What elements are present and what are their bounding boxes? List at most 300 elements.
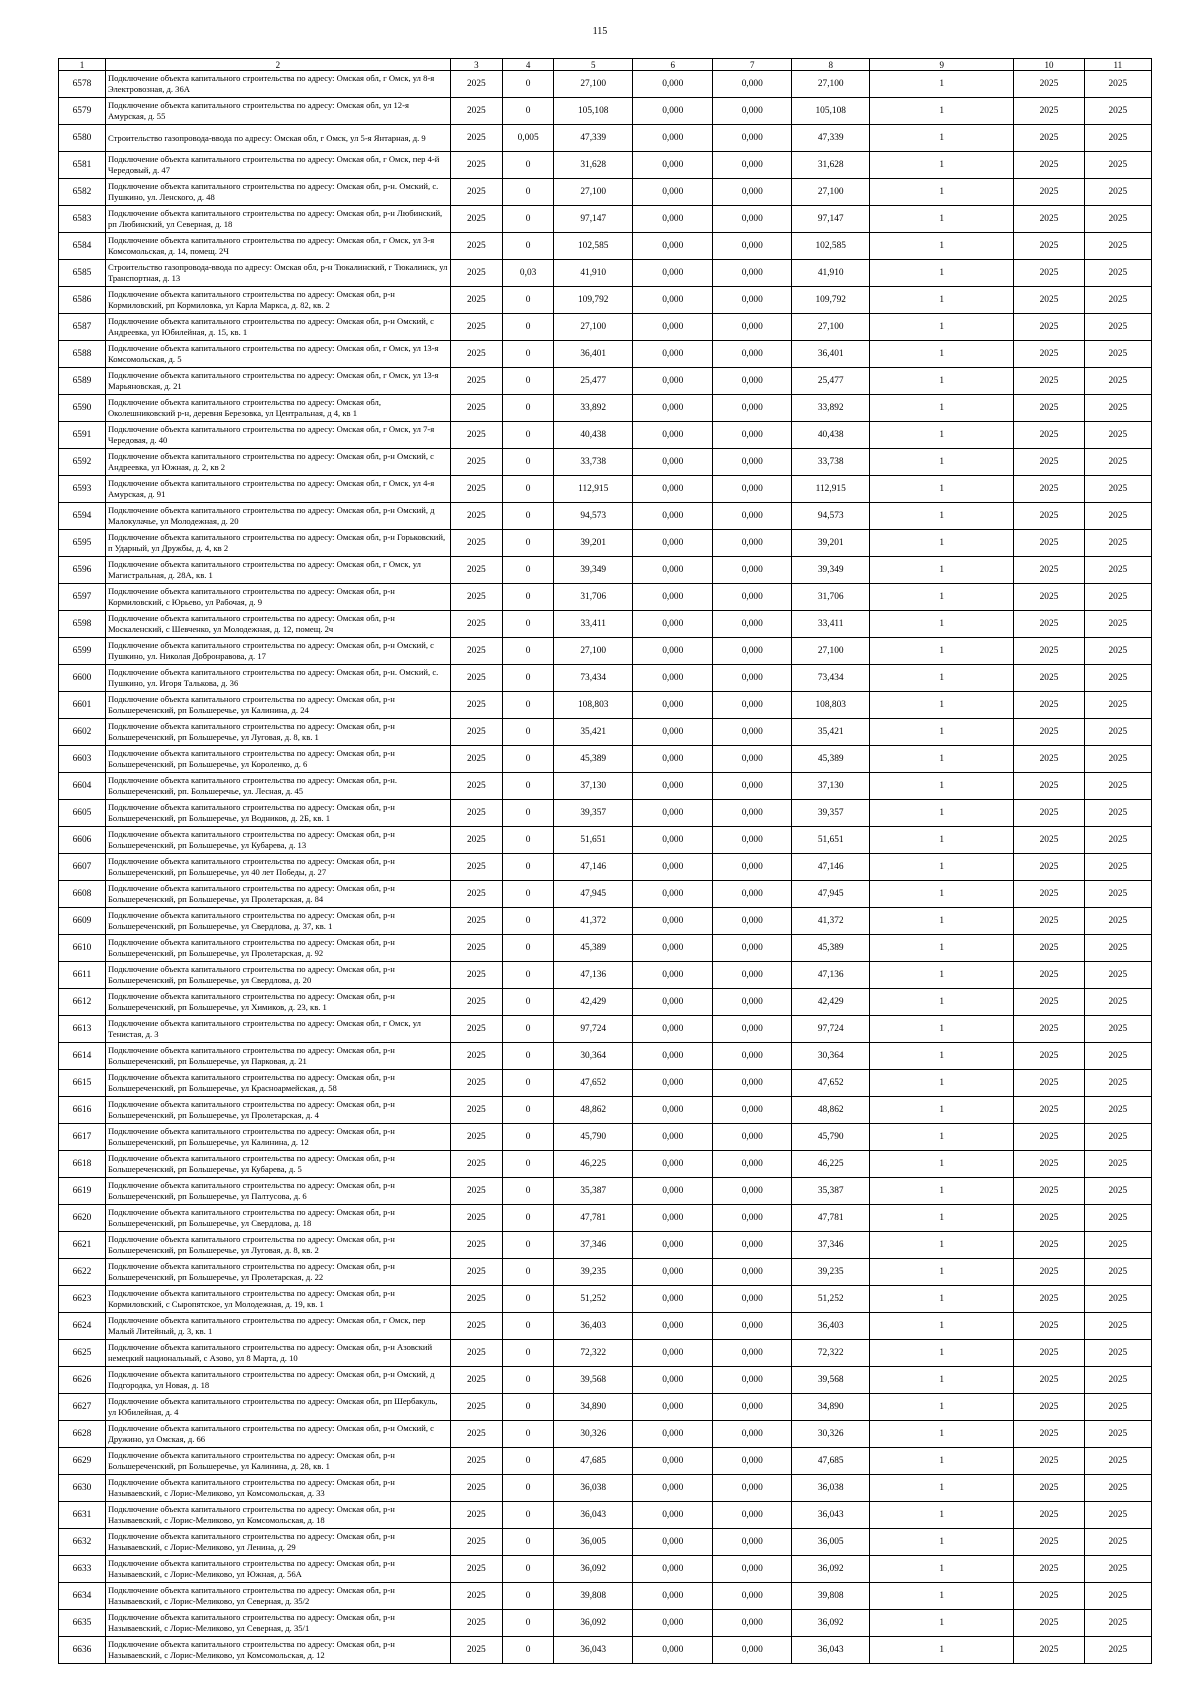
- table-cell: 41,372: [554, 908, 633, 935]
- table-cell: 2025: [1084, 962, 1151, 989]
- table-cell: 2025: [450, 989, 502, 1016]
- table-cell: 0: [503, 1232, 554, 1259]
- table-cell: 2025: [1014, 1583, 1084, 1610]
- table-cell: 47,685: [554, 1448, 633, 1475]
- table-cell: 0: [503, 908, 554, 935]
- table-cell: 2025: [1014, 1286, 1084, 1313]
- row-number-cell: 6593: [59, 476, 106, 503]
- table-cell: 2025: [450, 395, 502, 422]
- table-cell: 1: [870, 1286, 1014, 1313]
- table-cell: 2025: [1014, 314, 1084, 341]
- table-cell: 0,000: [713, 989, 792, 1016]
- table-cell: 37,130: [554, 773, 633, 800]
- table-cell: 94,573: [792, 503, 870, 530]
- row-number-cell: 6615: [59, 1070, 106, 1097]
- table-cell: 39,349: [792, 557, 870, 584]
- table-cell: 0,000: [633, 206, 713, 233]
- table-cell: 2025: [1084, 152, 1151, 179]
- table-cell: 1: [870, 1097, 1014, 1124]
- object-name-cell: Подключение объекта капитального строительства по адресу: Омская обл, р-н Большереченский, рп Большеречье, ул Луговая, д. 8, кв. 2: [105, 1232, 450, 1259]
- object-name-cell: Подключение объекта капитального строительства по адресу: Омская обл, р-н Называевский, с Лорис-Меликово, ул Южная, д. 56А: [105, 1556, 450, 1583]
- table-cell: 36,038: [792, 1475, 870, 1502]
- table-cell: 0: [503, 395, 554, 422]
- row-number-cell: 6624: [59, 1313, 106, 1340]
- row-number-cell: 6581: [59, 152, 106, 179]
- table-row: [59, 989, 1152, 1016]
- table-cell: 0,005: [503, 125, 554, 152]
- table-cell: 1: [870, 908, 1014, 935]
- table-cell: 0,000: [713, 800, 792, 827]
- table-cell: 73,434: [554, 665, 633, 692]
- table-cell: 0,000: [633, 1016, 713, 1043]
- table-cell: 2025: [1084, 989, 1151, 1016]
- table-cell: 1: [870, 1367, 1014, 1394]
- table-cell: 47,945: [792, 881, 870, 908]
- table-cell: 45,790: [554, 1124, 633, 1151]
- table-cell: 2025: [450, 1637, 502, 1664]
- table-cell: 2025: [450, 1259, 502, 1286]
- row-number-cell: 6601: [59, 692, 106, 719]
- table-cell: 0,000: [633, 800, 713, 827]
- table-cell: 0,000: [713, 287, 792, 314]
- table-cell: 0,000: [633, 611, 713, 638]
- table-cell: 97,724: [554, 1016, 633, 1043]
- table-cell: 46,225: [792, 1151, 870, 1178]
- table-cell: 0,000: [713, 1394, 792, 1421]
- table-cell: 0: [503, 233, 554, 260]
- table-cell: 2025: [450, 1448, 502, 1475]
- table-cell: 0: [503, 341, 554, 368]
- table-cell: 1: [870, 1043, 1014, 1070]
- row-number-cell: 6626: [59, 1367, 106, 1394]
- table-cell: 1: [870, 260, 1014, 287]
- table-cell: 2025: [1084, 1448, 1151, 1475]
- row-number-cell: 6610: [59, 935, 106, 962]
- table-cell: 2025: [1084, 1637, 1151, 1664]
- table-cell: 1: [870, 1178, 1014, 1205]
- row-number-cell: 6612: [59, 989, 106, 1016]
- table-cell: 0,000: [713, 368, 792, 395]
- table-cell: 0: [503, 1610, 554, 1637]
- table-cell: 47,136: [792, 962, 870, 989]
- table-cell: 2025: [1014, 1637, 1084, 1664]
- table-cell: 2025: [1014, 1367, 1084, 1394]
- table-cell: 2025: [1014, 260, 1084, 287]
- table-row: [59, 1421, 1152, 1448]
- table-cell: 2025: [1014, 1502, 1084, 1529]
- column-header: 9: [870, 59, 1014, 71]
- column-header: 1: [59, 59, 106, 71]
- table-cell: 0: [503, 1070, 554, 1097]
- table-cell: 0,000: [633, 908, 713, 935]
- table-cell: 1: [870, 503, 1014, 530]
- row-number-cell: 6607: [59, 854, 106, 881]
- table-cell: 0,000: [633, 881, 713, 908]
- table-row: [59, 395, 1152, 422]
- table-row: [59, 1529, 1152, 1556]
- table-cell: 0,000: [713, 665, 792, 692]
- table-cell: 42,429: [554, 989, 633, 1016]
- table-cell: 1: [870, 287, 1014, 314]
- table-cell: 2025: [1084, 1502, 1151, 1529]
- row-number-cell: 6602: [59, 719, 106, 746]
- table-cell: 2025: [1084, 476, 1151, 503]
- table-row: [59, 1637, 1152, 1664]
- table-cell: 0,000: [633, 1070, 713, 1097]
- table-row: [59, 1556, 1152, 1583]
- row-number-cell: 6632: [59, 1529, 106, 1556]
- table-cell: 1: [870, 1583, 1014, 1610]
- table-cell: 0: [503, 1205, 554, 1232]
- table-cell: 37,346: [792, 1232, 870, 1259]
- table-cell: 0,000: [633, 314, 713, 341]
- object-name-cell: Подключение объекта капитального строительства по адресу: Омская обл, р-н Большереченский, рп Большеречье, ул Пролетарская, д. 22: [105, 1259, 450, 1286]
- table-cell: 2025: [1084, 1529, 1151, 1556]
- table-row: [59, 773, 1152, 800]
- table-cell: 2025: [450, 854, 502, 881]
- object-name-cell: Строительство газопровода-ввода по адресу: Омская обл, г Омск, ул 5-я Янтарная, д. 9: [105, 125, 450, 152]
- table-cell: 2025: [1084, 1394, 1151, 1421]
- table-cell: 25,477: [792, 368, 870, 395]
- table-cell: 0,000: [713, 1016, 792, 1043]
- table-cell: 0,000: [633, 1502, 713, 1529]
- object-name-cell: Подключение объекта капитального строительства по адресу: Омская обл, р-н Азовский немецкий национальный, с Азово, ул 8 Марта, д. 10: [105, 1340, 450, 1367]
- table-row: [59, 152, 1152, 179]
- table-cell: 0,000: [633, 341, 713, 368]
- table-cell: 1: [870, 557, 1014, 584]
- row-number-cell: 6625: [59, 1340, 106, 1367]
- table-cell: 2025: [450, 1286, 502, 1313]
- table-cell: 42,429: [792, 989, 870, 1016]
- table-cell: 2025: [1084, 530, 1151, 557]
- table-cell: 0,000: [633, 1043, 713, 1070]
- object-name-cell: Подключение объекта капитального строительства по адресу: Омская обл, р-н Омский, д Подгородка, ул Новая, д. 18: [105, 1367, 450, 1394]
- table-cell: 1: [870, 584, 1014, 611]
- table-cell: 40,438: [792, 422, 870, 449]
- table-cell: 36,043: [792, 1637, 870, 1664]
- table-cell: 1: [870, 827, 1014, 854]
- table-cell: 36,043: [554, 1502, 633, 1529]
- table-cell: 0: [503, 1151, 554, 1178]
- table-cell: 27,100: [792, 314, 870, 341]
- table-cell: 2025: [1084, 179, 1151, 206]
- row-number-cell: 6609: [59, 908, 106, 935]
- table-cell: 2025: [1084, 1178, 1151, 1205]
- row-number-cell: 6613: [59, 1016, 106, 1043]
- row-number-cell: 6605: [59, 800, 106, 827]
- table-cell: 2025: [450, 233, 502, 260]
- table-cell: 2025: [450, 368, 502, 395]
- table-cell: 0: [503, 1286, 554, 1313]
- table-cell: 2025: [1014, 665, 1084, 692]
- table-cell: 30,326: [792, 1421, 870, 1448]
- table-cell: 0,000: [633, 935, 713, 962]
- table-cell: 47,945: [554, 881, 633, 908]
- table-cell: 2025: [450, 1232, 502, 1259]
- object-name-cell: Подключение объекта капитального строительства по адресу: Омская обл, г Омск, ул 4-я Амурская, д. 91: [105, 476, 450, 503]
- table-cell: 2025: [1084, 854, 1151, 881]
- row-number-cell: 6633: [59, 1556, 106, 1583]
- table-cell: 0,000: [633, 125, 713, 152]
- table-cell: 0,000: [713, 1313, 792, 1340]
- table-cell: 2025: [1084, 368, 1151, 395]
- object-name-cell: Подключение объекта капитального строительства по адресу: Омская обл, р-н Большереченский, рп Большеречье, ул Свердлова, д. 37, кв. 1: [105, 908, 450, 935]
- row-number-cell: 6617: [59, 1124, 106, 1151]
- table-cell: 0,000: [713, 1259, 792, 1286]
- table-row: [59, 71, 1152, 98]
- table-cell: 2025: [1084, 395, 1151, 422]
- table-cell: 1: [870, 665, 1014, 692]
- object-name-cell: Подключение объекта капитального строительства по адресу: Омская обл, р-н Большереченский, рп Большеречье, ул Свердлова, д. 20: [105, 962, 450, 989]
- table-cell: 1: [870, 1205, 1014, 1232]
- row-number-cell: 6592: [59, 449, 106, 476]
- table-cell: 0,000: [633, 1205, 713, 1232]
- table-cell: 2025: [1084, 692, 1151, 719]
- object-name-cell: Подключение объекта капитального строительства по адресу: Омская обл, г Омск, ул 8-я Электровозная, д. 36А: [105, 71, 450, 98]
- table-cell: 0,000: [633, 989, 713, 1016]
- table-row: [59, 692, 1152, 719]
- table-cell: 2025: [1014, 287, 1084, 314]
- table-row: [59, 287, 1152, 314]
- table-cell: 0,000: [713, 1205, 792, 1232]
- table-cell: 0,000: [713, 1286, 792, 1313]
- table-row: [59, 341, 1152, 368]
- table-cell: 2025: [450, 1556, 502, 1583]
- table-cell: 39,568: [792, 1367, 870, 1394]
- row-number-cell: 6631: [59, 1502, 106, 1529]
- table-cell: 2025: [1014, 638, 1084, 665]
- table-row: [59, 827, 1152, 854]
- table-cell: 2025: [450, 1610, 502, 1637]
- table-cell: 2025: [1084, 881, 1151, 908]
- row-number-cell: 6629: [59, 1448, 106, 1475]
- table-row: [59, 1340, 1152, 1367]
- table-cell: 0,000: [633, 746, 713, 773]
- row-number-cell: 6587: [59, 314, 106, 341]
- table-cell: 1: [870, 314, 1014, 341]
- table-cell: 2025: [450, 827, 502, 854]
- table-cell: 47,339: [554, 125, 633, 152]
- table-cell: 2025: [450, 611, 502, 638]
- table-cell: 2025: [1084, 935, 1151, 962]
- table-cell: 0: [503, 1637, 554, 1664]
- table-cell: 2025: [1084, 746, 1151, 773]
- table-cell: 2025: [1084, 1151, 1151, 1178]
- table-cell: 1: [870, 1394, 1014, 1421]
- table-cell: 1: [870, 71, 1014, 98]
- table-cell: 0,000: [633, 503, 713, 530]
- table-cell: 34,890: [554, 1394, 633, 1421]
- table-row: [59, 719, 1152, 746]
- table-cell: 36,005: [554, 1529, 633, 1556]
- table-cell: 0: [503, 1043, 554, 1070]
- table-cell: 105,108: [792, 98, 870, 125]
- table-cell: 37,130: [792, 773, 870, 800]
- object-name-cell: Подключение объекта капитального строительства по адресу: Омская обл, р-н Горьковский, п Ударный, ул Дружбы, д. 4, кв 2: [105, 530, 450, 557]
- table-cell: 2025: [450, 638, 502, 665]
- table-cell: 0,000: [633, 638, 713, 665]
- table-cell: 36,005: [792, 1529, 870, 1556]
- table-cell: 0: [503, 1448, 554, 1475]
- table-cell: 2025: [1014, 449, 1084, 476]
- table-row: [59, 125, 1152, 152]
- table-cell: 2025: [1084, 1232, 1151, 1259]
- table-row: [59, 530, 1152, 557]
- table-cell: 0: [503, 503, 554, 530]
- table-cell: 2025: [1084, 1097, 1151, 1124]
- table-cell: 0: [503, 152, 554, 179]
- table-cell: 1: [870, 773, 1014, 800]
- table-cell: 31,706: [554, 584, 633, 611]
- object-name-cell: Подключение объекта капитального строительства по адресу: Омская обл, р-н Называевский, с Лорис-Меликово, ул Северная, д. 35/1: [105, 1610, 450, 1637]
- table-row: [59, 854, 1152, 881]
- table-cell: 2025: [1014, 557, 1084, 584]
- table-row: [59, 1178, 1152, 1205]
- table-cell: 2025: [450, 287, 502, 314]
- table-cell: 2025: [1014, 584, 1084, 611]
- row-number-cell: 6580: [59, 125, 106, 152]
- data-table: [58, 58, 1152, 1664]
- row-number-cell: 6598: [59, 611, 106, 638]
- table-cell: 1: [870, 368, 1014, 395]
- row-number-cell: 6616: [59, 1097, 106, 1124]
- row-number-cell: 6579: [59, 98, 106, 125]
- table-cell: 2025: [450, 935, 502, 962]
- table-cell: 31,628: [792, 152, 870, 179]
- table-row: [59, 1151, 1152, 1178]
- table-cell: 0: [503, 314, 554, 341]
- table-cell: 2025: [1014, 908, 1084, 935]
- table-cell: 1: [870, 341, 1014, 368]
- table-cell: 2025: [1014, 206, 1084, 233]
- object-name-cell: Подключение объекта капитального строительства по адресу: Омская обл, р-н Омский, с Дружино, ул Омская, д. 66: [105, 1421, 450, 1448]
- object-name-cell: Подключение объекта капитального строительства по адресу: Омская обл, р-н Большереченский, рп Большеречье, ул Короленко, д. 6: [105, 746, 450, 773]
- object-name-cell: Подключение объекта капитального строительства по адресу: Омская обл, р-н Называевский, с Лорис-Меликово, ул Комсомольская, д. 12: [105, 1637, 450, 1664]
- table-cell: 33,738: [554, 449, 633, 476]
- table-cell: 36,038: [554, 1475, 633, 1502]
- table-cell: 0: [503, 584, 554, 611]
- row-number-cell: 6628: [59, 1421, 106, 1448]
- table-cell: 0,000: [713, 260, 792, 287]
- table-cell: 2025: [450, 341, 502, 368]
- table-cell: 1: [870, 1259, 1014, 1286]
- table-cell: 0,000: [633, 260, 713, 287]
- row-number-cell: 6608: [59, 881, 106, 908]
- table-cell: 36,403: [554, 1313, 633, 1340]
- table-cell: 0,000: [713, 179, 792, 206]
- table-cell: 0,000: [633, 1259, 713, 1286]
- table-cell: 0,000: [713, 611, 792, 638]
- table-cell: 0,000: [633, 1340, 713, 1367]
- table-row: [59, 1475, 1152, 1502]
- object-name-cell: Подключение объекта капитального строительства по адресу: Омская обл, р-н Омский, с Пушкино, ул. Николая Добронравова, д. 17: [105, 638, 450, 665]
- table-cell: 2025: [1014, 1421, 1084, 1448]
- table-cell: 2025: [1014, 395, 1084, 422]
- table-cell: 94,573: [554, 503, 633, 530]
- table-cell: 0,000: [713, 341, 792, 368]
- row-number-cell: 6621: [59, 1232, 106, 1259]
- table-cell: 1: [870, 1151, 1014, 1178]
- table-cell: 2025: [450, 1583, 502, 1610]
- table-cell: 2025: [1014, 1205, 1084, 1232]
- table-cell: 0,000: [713, 719, 792, 746]
- table-cell: 48,862: [554, 1097, 633, 1124]
- table-cell: 0,000: [633, 827, 713, 854]
- table-cell: 47,146: [554, 854, 633, 881]
- table-cell: 0,000: [713, 1340, 792, 1367]
- table-cell: 2025: [450, 206, 502, 233]
- table-cell: 37,346: [554, 1232, 633, 1259]
- table-cell: 36,401: [792, 341, 870, 368]
- object-name-cell: Подключение объекта капитального строительства по адресу: Омская обл, г Омск, ул Тенистая, д. 3: [105, 1016, 450, 1043]
- table-cell: 1: [870, 152, 1014, 179]
- table-cell: 2025: [450, 530, 502, 557]
- table-row: [59, 611, 1152, 638]
- row-number-cell: 6618: [59, 1151, 106, 1178]
- table-cell: 73,434: [792, 665, 870, 692]
- table-cell: 1: [870, 719, 1014, 746]
- table-row: [59, 1124, 1152, 1151]
- table-cell: 33,892: [554, 395, 633, 422]
- table-cell: 0,000: [633, 1178, 713, 1205]
- object-name-cell: Подключение объекта капитального строительства по адресу: Омская обл, г Омск, пер Малый Литейный, д. 3, кв. 1: [105, 1313, 450, 1340]
- table-cell: 0,000: [713, 476, 792, 503]
- row-number-cell: 6604: [59, 773, 106, 800]
- table-cell: 45,389: [554, 935, 633, 962]
- table-cell: 0,000: [633, 1556, 713, 1583]
- table-cell: 34,890: [792, 1394, 870, 1421]
- column-header: 6: [633, 59, 713, 71]
- table-cell: 2025: [1084, 827, 1151, 854]
- table-cell: 36,401: [554, 341, 633, 368]
- table-cell: 97,147: [554, 206, 633, 233]
- object-name-cell: Подключение объекта капитального строительства по адресу: Омская обл, рп Шербакуль, ул Юбилейная, д. 4: [105, 1394, 450, 1421]
- table-cell: 0,000: [713, 503, 792, 530]
- object-name-cell: Подключение объекта капитального строительства по адресу: Омская обл, р-н Большереченский, рп Большеречье, ул Пролетарская, д. 84: [105, 881, 450, 908]
- table-cell: 112,915: [792, 476, 870, 503]
- table-cell: 30,364: [554, 1043, 633, 1070]
- table-cell: 0,000: [633, 476, 713, 503]
- object-name-cell: Подключение объекта капитального строительства по адресу: Омская обл, г Омск, ул 13-я Марьяновская, д. 21: [105, 368, 450, 395]
- table-cell: 2025: [450, 1421, 502, 1448]
- table-cell: 2025: [1014, 1016, 1084, 1043]
- object-name-cell: Подключение объекта капитального строительства по адресу: Омская обл, р-н Большереченский, рп Большеречье, ул Калинина, д. 28, кв. 1: [105, 1448, 450, 1475]
- table-cell: 0,000: [633, 692, 713, 719]
- table-cell: 2025: [1014, 989, 1084, 1016]
- table-cell: 0,000: [633, 179, 713, 206]
- table-cell: 25,477: [554, 368, 633, 395]
- table-cell: 40,438: [554, 422, 633, 449]
- table-cell: 2025: [1084, 233, 1151, 260]
- table-cell: 0,000: [713, 395, 792, 422]
- table-cell: 0,000: [713, 908, 792, 935]
- table-cell: 47,136: [554, 962, 633, 989]
- column-header: 11: [1084, 59, 1151, 71]
- table-cell: 0,000: [633, 1421, 713, 1448]
- table-cell: 2025: [1014, 503, 1084, 530]
- table-row: [59, 746, 1152, 773]
- table-row: [59, 935, 1152, 962]
- table-cell: 39,235: [554, 1259, 633, 1286]
- table-cell: 0,000: [633, 422, 713, 449]
- table-row: [59, 1448, 1152, 1475]
- table-cell: 27,100: [554, 179, 633, 206]
- table-cell: 0: [503, 611, 554, 638]
- table-cell: 0,000: [713, 449, 792, 476]
- table-cell: 2025: [450, 584, 502, 611]
- table-cell: 2025: [450, 152, 502, 179]
- table-cell: 0: [503, 989, 554, 1016]
